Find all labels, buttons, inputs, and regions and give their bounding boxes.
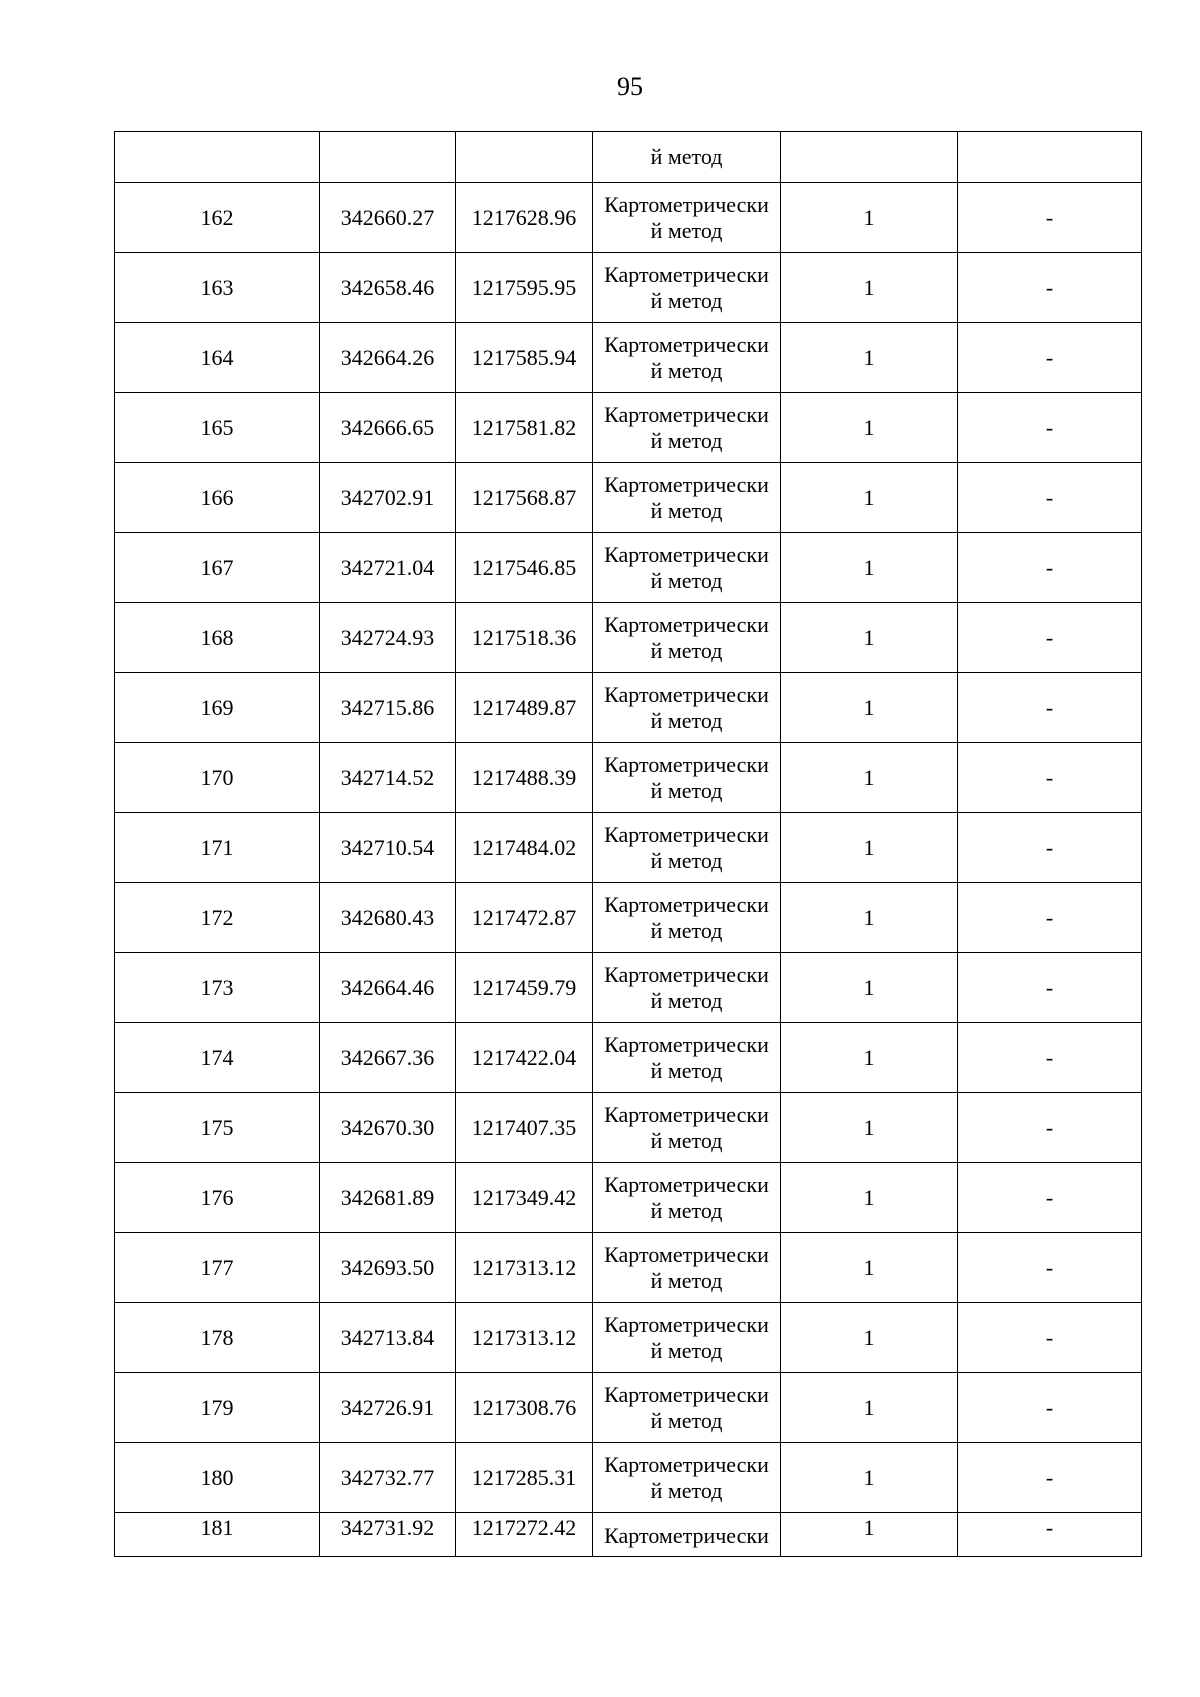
- cell-point-number: 173: [115, 953, 320, 1023]
- method-line-1: Картометрически: [604, 1381, 769, 1407]
- cell-accuracy: 1: [781, 1163, 958, 1233]
- cell-y: 1217585.94: [456, 323, 593, 393]
- cell-accuracy: 1: [781, 1303, 958, 1373]
- cell-point-number: 175: [115, 1093, 320, 1163]
- cell-y: 1217518.36: [456, 603, 593, 673]
- cell-point-number: 164: [115, 323, 320, 393]
- method-line-2: й метод: [650, 987, 723, 1013]
- table-row-last: [115, 1513, 1142, 1557]
- cell-note: -: [958, 953, 1142, 1023]
- cell-method: [593, 883, 781, 953]
- cell-note: -: [958, 1303, 1142, 1373]
- cell-point-number: 171: [115, 813, 320, 883]
- cell-method: [593, 1093, 781, 1163]
- table-row: [115, 1303, 1142, 1373]
- cell-accuracy: 1: [781, 393, 958, 463]
- table-row: [115, 1023, 1142, 1093]
- method-line-2: й метод: [650, 497, 723, 523]
- cell-note: -: [958, 1093, 1142, 1163]
- method-line-2: й метод: [650, 567, 723, 593]
- cell-accuracy: 1: [781, 463, 958, 533]
- method-line-1: Картометрически: [604, 681, 769, 707]
- method-line-2: й метод: [650, 1407, 723, 1433]
- cell-point-number: 168: [115, 603, 320, 673]
- cell-x: 342666.65: [320, 393, 456, 463]
- method-line-1: Картометрически: [604, 331, 769, 357]
- table-row: [115, 743, 1142, 813]
- method-line-1: Картометрически: [604, 821, 769, 847]
- cell-accuracy: 1: [781, 743, 958, 813]
- table-row: [115, 813, 1142, 883]
- cell-point-number: 179: [115, 1373, 320, 1443]
- cell-y: 1217459.79: [456, 953, 593, 1023]
- cell-x: 342710.54: [320, 813, 456, 883]
- cell-point-number: 177: [115, 1233, 320, 1303]
- cell-y: [456, 132, 593, 183]
- method-line-1: Картометрически: [604, 611, 769, 637]
- cell-note: -: [958, 743, 1142, 813]
- cell-note: -: [958, 1373, 1142, 1443]
- cell-accuracy: 1: [781, 813, 958, 883]
- method-line-2: й метод: [650, 1337, 723, 1363]
- cell-x: 342713.84: [320, 1303, 456, 1373]
- table-row: [115, 1233, 1142, 1303]
- cell-method: [593, 1163, 781, 1233]
- cell-note: -: [958, 1163, 1142, 1233]
- cell-x: 342693.50: [320, 1233, 456, 1303]
- cell-note: -: [958, 323, 1142, 393]
- cell-method: [593, 463, 781, 533]
- cell-x: 342681.89: [320, 1163, 456, 1233]
- method-line-1: Картометрически: [604, 1031, 769, 1057]
- cell-y: 1217484.02: [456, 813, 593, 883]
- table-row: [115, 1093, 1142, 1163]
- cell-point-number: 165: [115, 393, 320, 463]
- table-row: [115, 953, 1142, 1023]
- method-line-2: й метод: [650, 1127, 723, 1153]
- method-line-2: й метод: [650, 1267, 723, 1293]
- table-row: [115, 533, 1142, 603]
- cell-note: -: [958, 463, 1142, 533]
- cell-accuracy: 1: [781, 1373, 958, 1443]
- cell-y: 1217581.82: [456, 393, 593, 463]
- cell-note: -: [958, 883, 1142, 953]
- cell-point-number: 176: [115, 1163, 320, 1233]
- cell-accuracy: 1: [781, 1023, 958, 1093]
- cell-y: 1217568.87: [456, 463, 593, 533]
- cell-accuracy: 1: [781, 323, 958, 393]
- cell-y: 1217349.42: [456, 1163, 593, 1233]
- cell-method: [593, 813, 781, 883]
- table-row: [115, 603, 1142, 673]
- cell-point-number: 172: [115, 883, 320, 953]
- cell-method: [593, 673, 781, 743]
- cell-point-number: 163: [115, 253, 320, 323]
- cell-method: [593, 393, 781, 463]
- coordinates-table: [114, 131, 1142, 1557]
- method-line-1: Картометрически: [604, 1101, 769, 1127]
- cell-accuracy: 1: [781, 1513, 958, 1557]
- cell-point-number: 178: [115, 1303, 320, 1373]
- cell-x: 342714.52: [320, 743, 456, 813]
- cell-method: [593, 533, 781, 603]
- cell-accuracy: 1: [781, 1443, 958, 1513]
- method-line-1: Картометрически: [604, 1311, 769, 1337]
- cell-note: -: [958, 673, 1142, 743]
- cell-method: [593, 1023, 781, 1093]
- cell-y: 1217489.87: [456, 673, 593, 743]
- cell-x: 342664.46: [320, 953, 456, 1023]
- cell-x: 342731.92: [320, 1513, 456, 1557]
- cell-accuracy: 1: [781, 253, 958, 323]
- cell-point-number: 166: [115, 463, 320, 533]
- method-line-1: Картометрически: [604, 261, 769, 287]
- cell-x: 342667.36: [320, 1023, 456, 1093]
- method-line-1: Картометрически: [604, 891, 769, 917]
- table-row: [115, 883, 1142, 953]
- cell-y: 1217422.04: [456, 1023, 593, 1093]
- cell-method: Картометрически: [593, 1513, 781, 1557]
- cell-accuracy: 1: [781, 1233, 958, 1303]
- cell-x: 342702.91: [320, 463, 456, 533]
- cell-note: -: [958, 813, 1142, 883]
- table-row-continued: [115, 132, 1142, 183]
- method-line-1: Картометрически: [604, 751, 769, 777]
- cell-y: 1217285.31: [456, 1443, 593, 1513]
- cell-accuracy: 1: [781, 883, 958, 953]
- table-row: [115, 393, 1142, 463]
- cell-note: -: [958, 1443, 1142, 1513]
- table-row: [115, 253, 1142, 323]
- table-row: [115, 183, 1142, 253]
- cell-x: [320, 132, 456, 183]
- cell-accuracy: [781, 132, 958, 183]
- cell-note: -: [958, 1023, 1142, 1093]
- cell-point-number: 167: [115, 533, 320, 603]
- cell-note: -: [958, 183, 1142, 253]
- cell-y: 1217407.35: [456, 1093, 593, 1163]
- cell-method: [593, 1373, 781, 1443]
- table-row: [115, 1373, 1142, 1443]
- cell-x: 342732.77: [320, 1443, 456, 1513]
- method-line-2: й метод: [650, 287, 723, 313]
- cell-y: 1217628.96: [456, 183, 593, 253]
- method-line-1: Картометрически: [604, 1171, 769, 1197]
- cell-method: й метод: [593, 132, 781, 183]
- cell-y: 1217472.87: [456, 883, 593, 953]
- cell-y: 1217313.12: [456, 1303, 593, 1373]
- table-row: [115, 323, 1142, 393]
- cell-accuracy: 1: [781, 183, 958, 253]
- cell-method: [593, 1443, 781, 1513]
- cell-method: [593, 1233, 781, 1303]
- cell-method: [593, 953, 781, 1023]
- coordinates-table-body: [115, 132, 1142, 1557]
- cell-method: [593, 603, 781, 673]
- cell-x: 342664.26: [320, 323, 456, 393]
- method-line-1: Картометрически: [604, 401, 769, 427]
- cell-point-number: [115, 132, 320, 183]
- method-line-2: й метод: [650, 357, 723, 383]
- method-line-2: й метод: [650, 777, 723, 803]
- cell-y: 1217595.95: [456, 253, 593, 323]
- cell-method: [593, 253, 781, 323]
- method-line-2: й метод: [650, 1197, 723, 1223]
- cell-accuracy: 1: [781, 603, 958, 673]
- cell-point-number: 174: [115, 1023, 320, 1093]
- cell-x: 342715.86: [320, 673, 456, 743]
- page-number: 95: [617, 72, 643, 101]
- cell-y: 1217308.76: [456, 1373, 593, 1443]
- method-line-2: й метод: [650, 707, 723, 733]
- cell-note: -: [958, 1233, 1142, 1303]
- method-line-1: Картометрически: [604, 961, 769, 987]
- cell-x: 342680.43: [320, 883, 456, 953]
- cell-point-number: 162: [115, 183, 320, 253]
- cell-accuracy: 1: [781, 533, 958, 603]
- cell-x: 342724.93: [320, 603, 456, 673]
- cell-point-number: 181: [115, 1513, 320, 1557]
- cell-note: [958, 132, 1142, 183]
- cell-note: -: [958, 393, 1142, 463]
- method-line-2: й метод: [650, 427, 723, 453]
- cell-accuracy: 1: [781, 953, 958, 1023]
- table-row: [115, 1443, 1142, 1513]
- cell-x: 342726.91: [320, 1373, 456, 1443]
- table-row: [115, 1163, 1142, 1233]
- method-line-1: Картометрически: [604, 1241, 769, 1267]
- cell-x: 342721.04: [320, 533, 456, 603]
- cell-note: -: [958, 1513, 1142, 1557]
- cell-note: -: [958, 603, 1142, 673]
- cell-x: 342670.30: [320, 1093, 456, 1163]
- method-line-1: Картометрически: [604, 1451, 769, 1477]
- cell-y: 1217546.85: [456, 533, 593, 603]
- method-line-1: Картометрически: [604, 541, 769, 567]
- cell-method: [593, 323, 781, 393]
- method-line-2: й метод: [650, 1477, 723, 1503]
- method-line-1: Картометрически: [604, 191, 769, 217]
- cell-x: 342660.27: [320, 183, 456, 253]
- cell-x: 342658.46: [320, 253, 456, 323]
- method-line-2: й метод: [650, 1057, 723, 1083]
- method-line-2: й метод: [650, 917, 723, 943]
- cell-y: 1217488.39: [456, 743, 593, 813]
- cell-y: 1217272.42: [456, 1513, 593, 1557]
- cell-point-number: 170: [115, 743, 320, 813]
- cell-note: -: [958, 253, 1142, 323]
- cell-method: [593, 183, 781, 253]
- cell-method: [593, 1303, 781, 1373]
- method-line-2: й метод: [650, 217, 723, 243]
- method-line-2: й метод: [650, 847, 723, 873]
- table-row: [115, 463, 1142, 533]
- cell-note: -: [958, 533, 1142, 603]
- cell-accuracy: 1: [781, 1093, 958, 1163]
- method-line-2: й метод: [650, 637, 723, 663]
- table-row: [115, 673, 1142, 743]
- method-line-1: Картометрически: [604, 471, 769, 497]
- cell-y: 1217313.12: [456, 1233, 593, 1303]
- cell-point-number: 169: [115, 673, 320, 743]
- cell-point-number: 180: [115, 1443, 320, 1513]
- cell-method: [593, 743, 781, 813]
- cell-accuracy: 1: [781, 673, 958, 743]
